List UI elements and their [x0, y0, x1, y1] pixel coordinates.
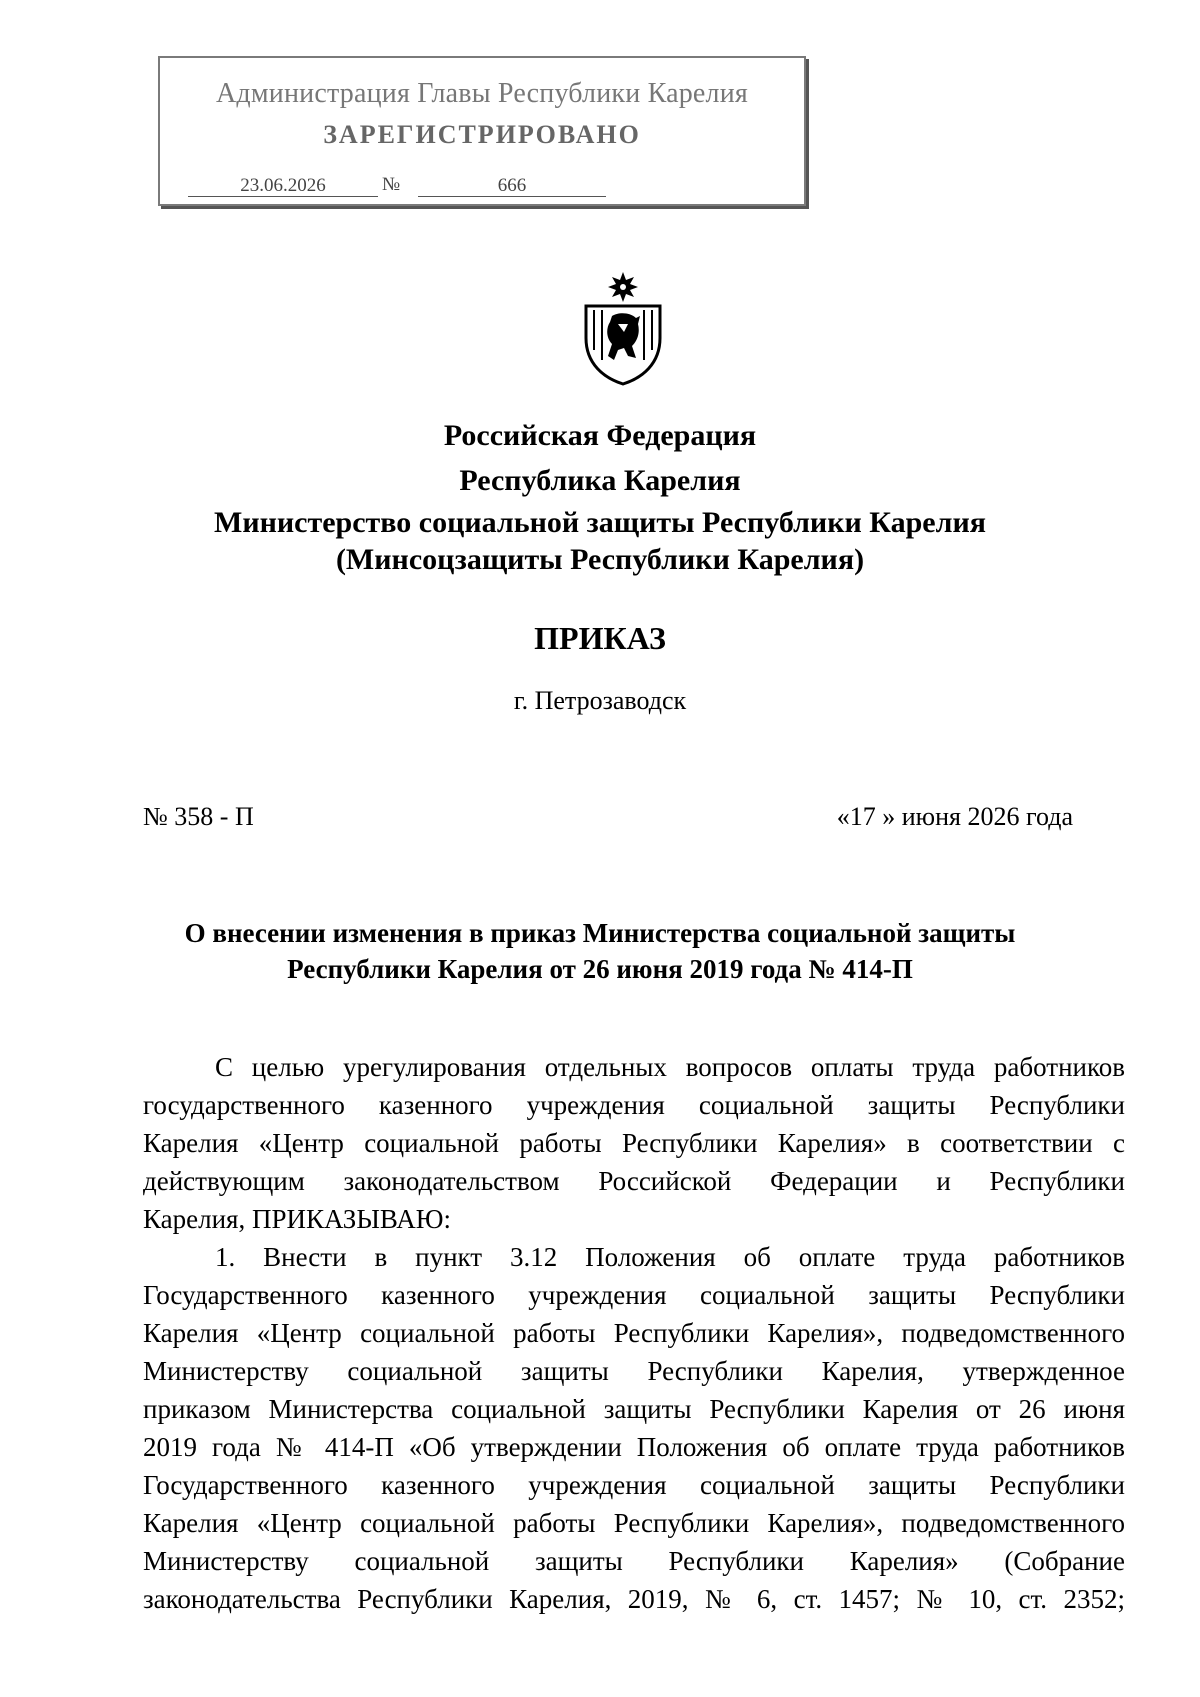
body-line: Карелия «Центр социальной работы Республики Карелия» в соответствии с — [143, 1128, 1125, 1158]
header-region: Республика Карелия — [459, 464, 741, 497]
body-line: Карелия «Центр социальной работы Республики Карелия», подведомственного — [143, 1318, 1125, 1348]
body-line: Государственного казенного учреждения социальной защиты Республики — [143, 1280, 1125, 1310]
body-line: Карелия, ПРИКАЗЫВАЮ: — [143, 1204, 451, 1234]
subject-line-1: О внесении изменения в приказ Министерства социальной защиты — [184, 918, 1016, 948]
coat-of-arms-icon — [578, 272, 668, 386]
body-line: С целью урегулирования отдельных вопросов оплаты труда работников — [215, 1052, 1125, 1082]
subject-line-2: Республики Карелия от 26 июня 2019 года № 414-П — [287, 954, 913, 984]
body-line: Государственного казенного учреждения социальной защиты Республики — [143, 1470, 1125, 1500]
stamp-authority: Администрация Главы Республики Карелия — [216, 78, 748, 109]
stamp-registered: ЗАРЕГИСТРИРОВАНО — [323, 120, 641, 149]
order-date: «17 » июня 2026 года — [836, 802, 1073, 831]
body-line: действующим законодательством Российской Федерации и Республики — [143, 1166, 1125, 1196]
header-country: Российская Федерация — [443, 419, 757, 452]
order-number: № 358 - П — [143, 802, 254, 831]
stamp-number: 666 — [418, 176, 606, 197]
body-line: 1. Внести в пункт 3.12 Положения об оплате труда работников — [215, 1242, 1125, 1272]
registration-stamp — [158, 56, 806, 206]
body-line: законодательства Республики Карелия, 2019, № 6, ст. 1457; № 10, ст. 2352; — [143, 1584, 1125, 1614]
body-line: 2019 года № 414-П «Об утверждении Положения об оплате труда работников — [143, 1432, 1125, 1462]
body-line: Министерству социальной защиты Республики Карелия, утвержденное — [143, 1356, 1125, 1386]
body-line: Министерству социальной защиты Республики Карелия» (Собрание — [143, 1546, 1125, 1576]
body-line: приказом Министерства социальной защиты Республики Карелия от 26 июня — [143, 1394, 1125, 1424]
stamp-date: 23.06.2026 — [188, 176, 378, 197]
document-type: ПРИКАЗ — [534, 620, 666, 656]
body-line: государственного казенного учреждения социальной защиты Республики — [143, 1090, 1125, 1120]
stamp-number-label: № — [382, 174, 401, 195]
header-ministry: Министерство социальной защиты Республики Карелия — [214, 506, 986, 539]
document-city: г. Петрозаводск — [513, 686, 687, 715]
header-ministry-short: (Минсоцзащиты Республики Карелия) — [335, 543, 865, 576]
body-line: Карелия «Центр социальной работы Республики Карелия», подведомственного — [143, 1508, 1125, 1538]
